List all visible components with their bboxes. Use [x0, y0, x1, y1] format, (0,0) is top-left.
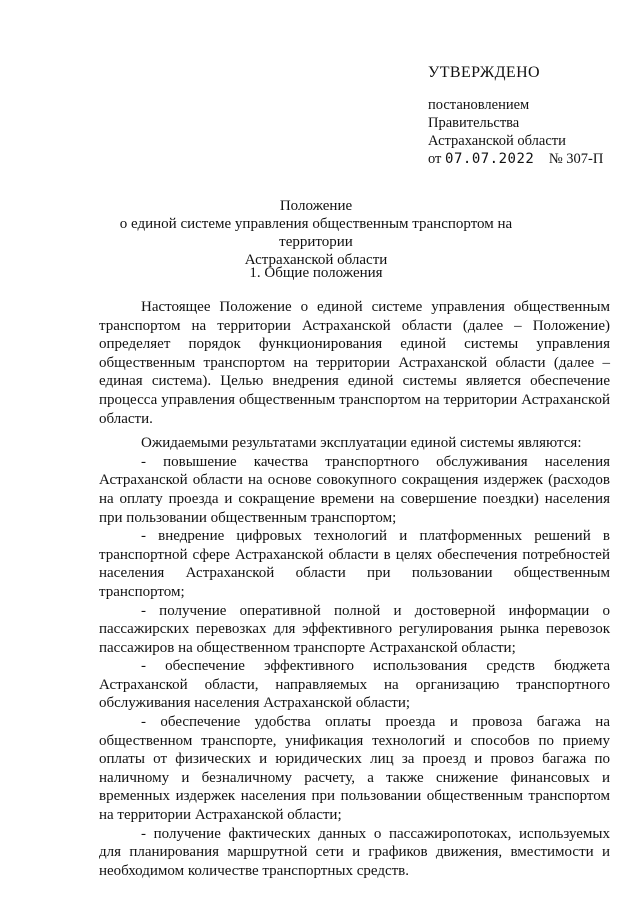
section-heading: 1. Общие положения — [249, 265, 383, 281]
approval-line-government: Правительства — [428, 115, 520, 131]
approval-date-prefix: от — [428, 151, 442, 167]
approval-line-decree: постановлением — [428, 97, 530, 113]
paragraph-intro: Настоящее Положение о единой системе управления общественным транспортом на территории Астраханской области (далее – Положение) определяет порядок функционирования единой системы управления общественным транспортом на территории Астраханской области (далее – единая система). Целью внедрения единой системы является обеспечение процесса управления общественным транспортом на территории Астраханской области. — [99, 299, 610, 427]
title-line-2: о единой системе управления общественным транспортом на территории — [119, 216, 513, 250]
paragraph-results-lead: Ожидаемыми результатами эксплуатации единой системы являются: — [141, 435, 582, 452]
title-line-1: Положение — [279, 198, 353, 214]
list-item-passenger-data: - получение фактических данных о пассажиропотоках, используемых для планирования маршрутной сети и графиков движения, вместимости и необходимом количестве транспортных средств. — [99, 825, 610, 879]
document-body — [99, 298, 610, 880]
title-line-3: Астраханской области — [244, 252, 388, 268]
document-title — [96, 197, 536, 269]
list-item-information: - получение оперативной полной и достоверной информации о пассажирских перевозках для эффективного регулирования рынка перевозок пассажиров на общественном транспорте Астраханской области; — [99, 602, 610, 656]
approval-date: 07.07.2022 — [445, 151, 535, 167]
approval-line-region: Астраханской области — [428, 133, 566, 149]
list-item-quality: - повышение качества транспортного обслуживания населения Астраханской области на основе совокупного сокращения издержек (расходов на оплату проезда и сокращение времени на совершение поездки) населения при пользовании общественным транспортом; — [99, 453, 610, 526]
approval-block — [428, 64, 628, 168]
list-item-payment: - обеспечение удобства оплаты проезда и провоза багажа на общественном транспорте, унификация технологий и способов по приему оплаты от физических и юридических лиц за проезд и провоз багажа по наличному и безналичному расчету, а также снижение финансовых и временных издержек населения при пользовании общественным транспортом на территории Астраханской области; — [99, 714, 610, 824]
list-item-digital: - внедрение цифровых технологий и платформенных решений в транспортной сфере Астраханской области в целях обеспечения потребностей населения Астраханской области при пользовании общественным транспортом; — [99, 528, 610, 600]
approval-heading: УТВЕРЖДЕНО — [428, 64, 541, 81]
list-item-budget: - обеспечение эффективного использования средств бюджета Астраханской области, направляемых на организацию транспортного обслуживания населения Астраханской области; — [99, 658, 610, 712]
approval-number: № 307-П — [548, 151, 604, 167]
approval-date-line — [428, 150, 628, 168]
